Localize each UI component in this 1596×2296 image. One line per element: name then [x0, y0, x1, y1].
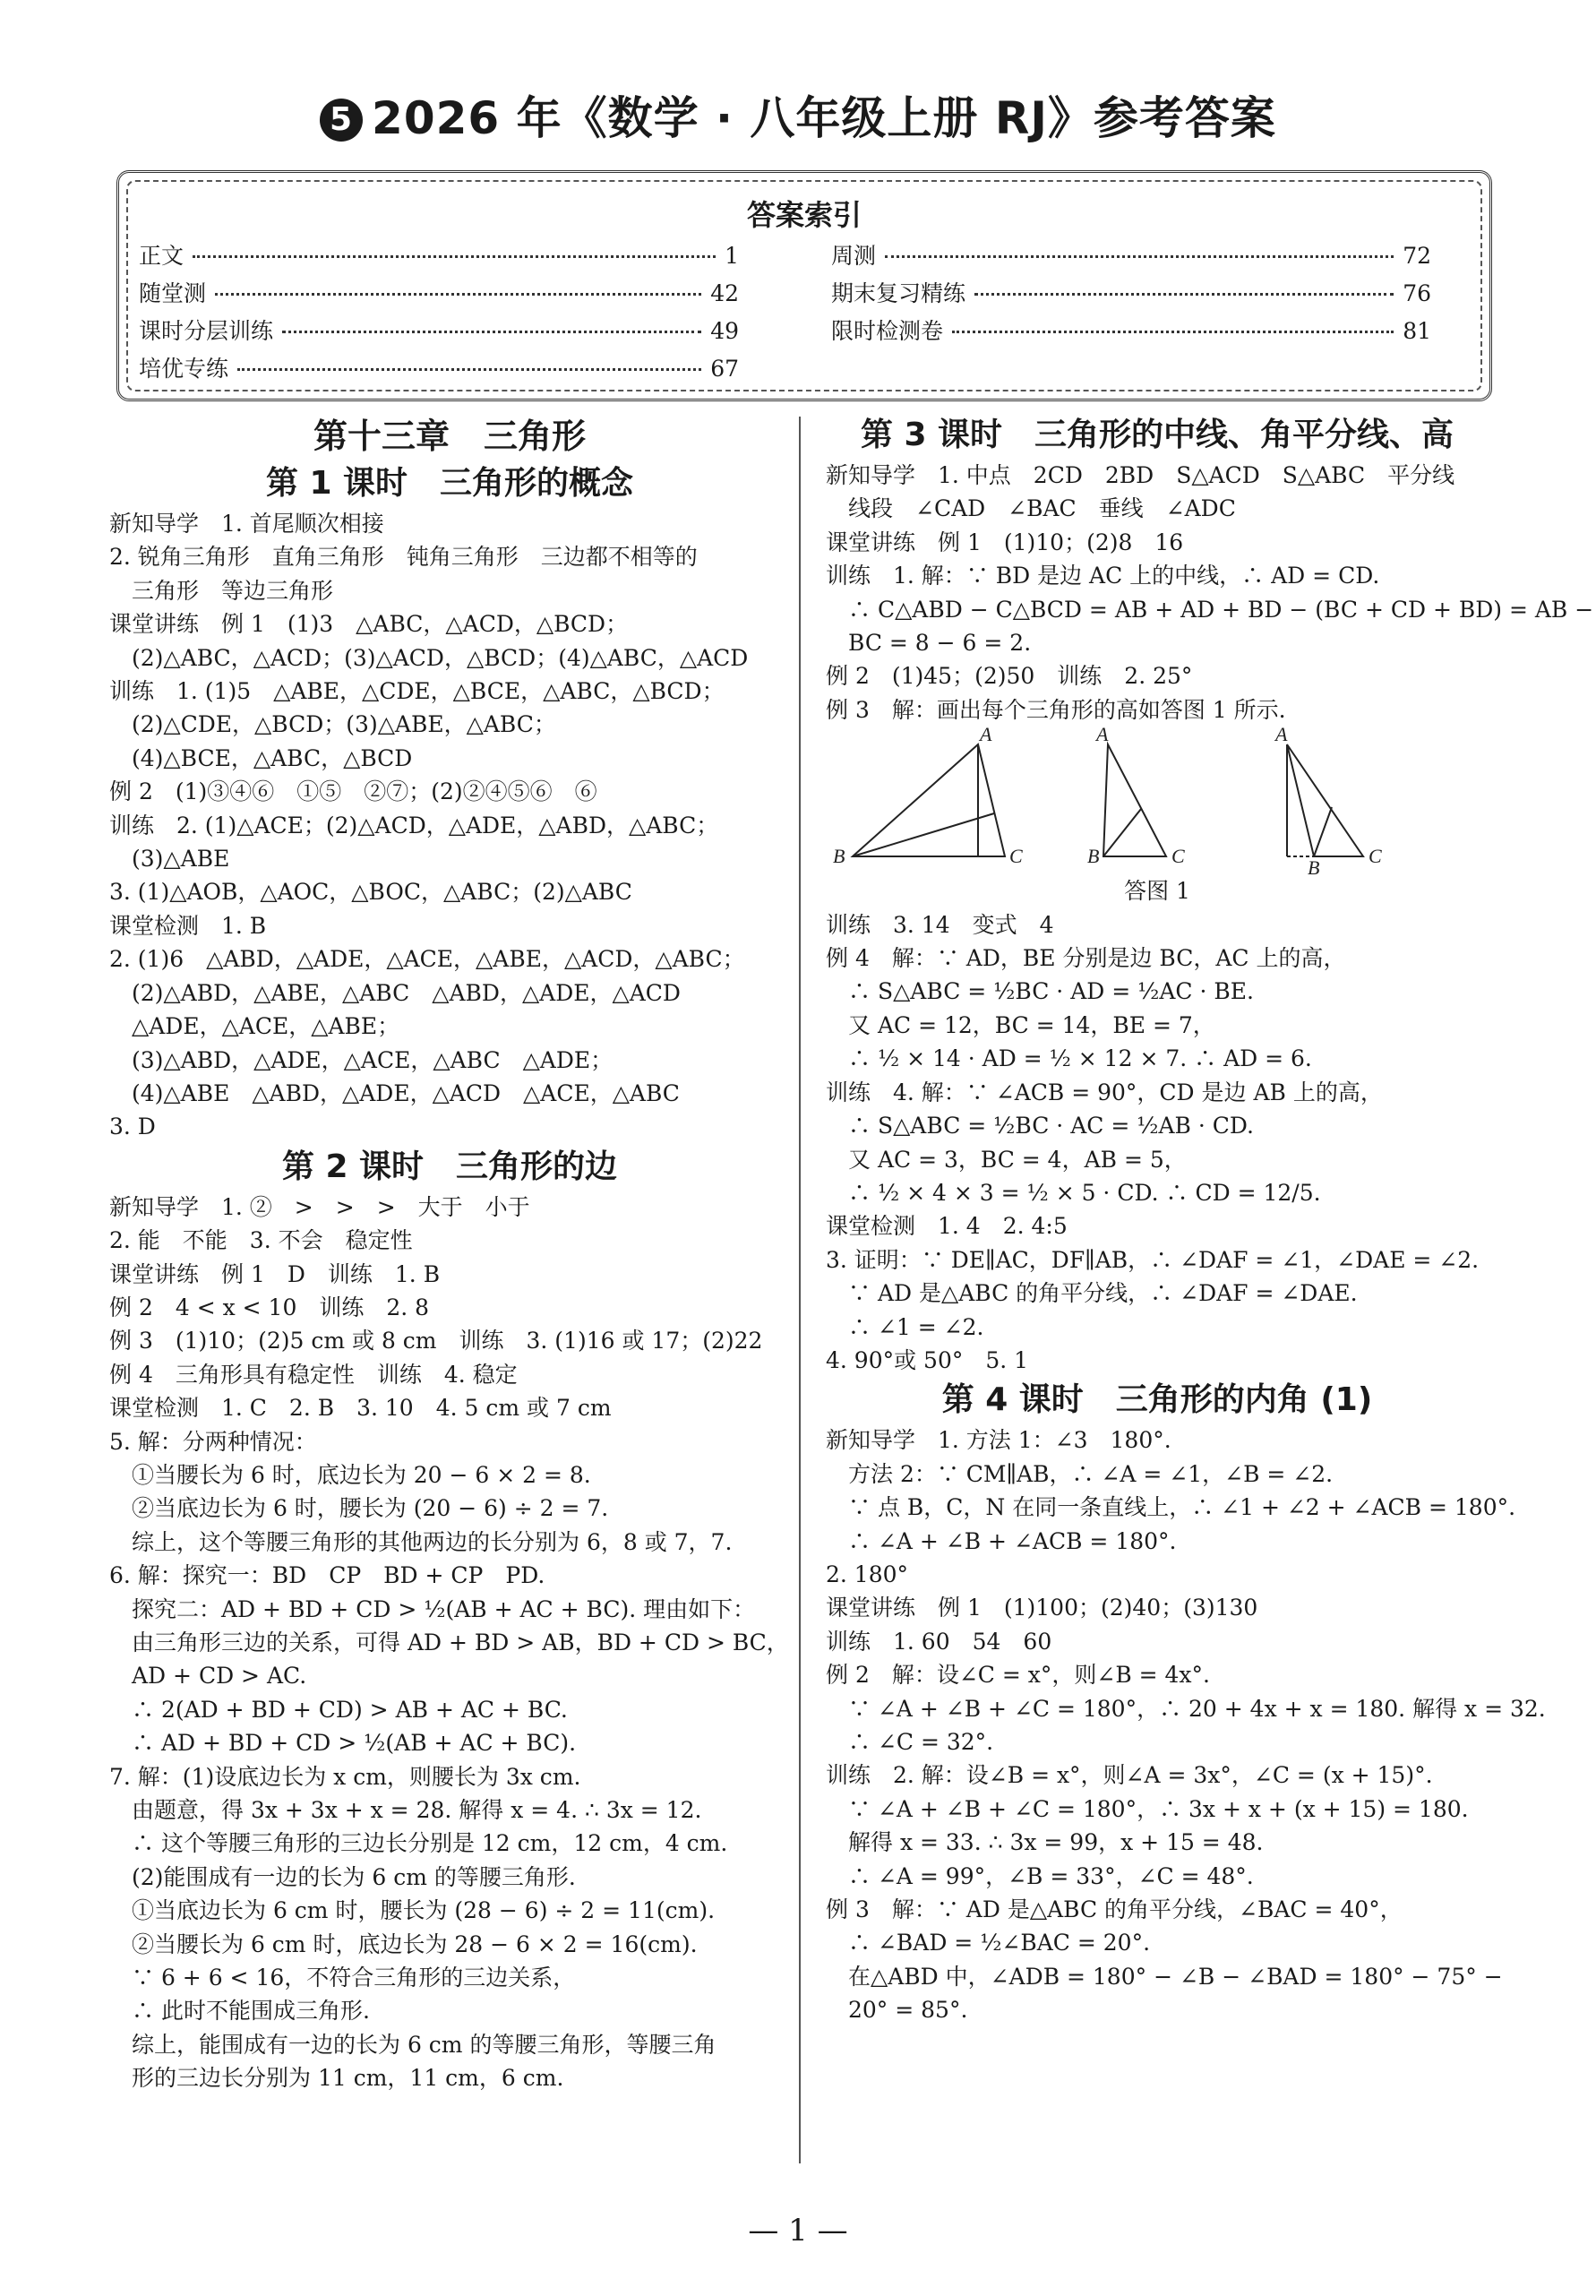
answer-line: (2)△ABD，△ABE，△ABC △ABD，△ADE，△ACD — [109, 979, 681, 1006]
label-b: B — [833, 845, 845, 868]
index-left-column — [139, 237, 739, 388]
answer-line: 例 2 (1)③④⑥ ①⑤ ②⑦；(2)②④⑤⑥ ⑥ — [109, 778, 597, 805]
answer-line: 训练 2. (1)△ACE；(2)△ACD，△ADE，△ABD，△ABC； — [109, 812, 719, 838]
answer-line: 7. 解：(1)设底边长为 x cm，则腰长为 3x cm. — [109, 1763, 581, 1790]
answer-line: ∵ 点 B，C，N 在同一条直线上，∴ ∠1 + ∠2 + ∠ACB = 180°. — [826, 1494, 1516, 1521]
answer-line: BC = 8 − 6 = 2. — [826, 630, 1032, 657]
right-column — [826, 412, 1594, 2027]
answer-line: ②当底边长为 6 时，腰长为 (20 − 6) ÷ 2 = 7. — [109, 1495, 609, 1522]
index-entry[interactable]: 随堂测 42 — [139, 280, 739, 306]
label-a: A — [1096, 727, 1109, 746]
answer-line: ∴ ½ × 14 · AD = ½ × 12 × 7. ∴ AD = 6. — [826, 1045, 1312, 1072]
lesson-3-heading: 第 3 课时 三角形的中线、角平分线、高 — [860, 417, 1454, 453]
lesson-3-answers-part-1 — [826, 459, 1594, 727]
answer-line: 3. D — [109, 1114, 156, 1140]
answer-line: 4. 90°或 50° 5. 1 — [826, 1346, 1029, 1373]
index-entry[interactable]: 课时分层训练 49 — [139, 318, 739, 344]
answer-line: 线段 ∠CAD ∠BAC 垂线 ∠ADC — [826, 495, 1236, 522]
answer-line: 课堂检测 1. 4 2. 4:5 — [826, 1213, 1068, 1240]
answer-line: ∴ ∠1 = ∠2. — [826, 1313, 984, 1340]
answer-line: 新知导学 1. ② > > > 大于 小于 — [109, 1193, 530, 1220]
answer-line: 6. 解：探究一：BD CP BD + CP PD. — [109, 1562, 545, 1589]
index-entry[interactable]: 限时检测卷 81 — [831, 318, 1431, 344]
answer-line: 课堂讲练 例 1 (1)100；(2)40；(3)130 — [826, 1595, 1258, 1621]
answer-line: 2. (1)6 △ABD，△ADE，△ACE，△ABE，△ACD，△ABC； — [109, 946, 745, 973]
answer-line: (3)△ABE — [109, 846, 230, 873]
figure-caption: 答图 1 — [1124, 878, 1190, 905]
answer-line: ∴ 这个等腰三角形的三边长分别是 12 cm，12 cm，4 cm. — [109, 1830, 728, 1857]
answer-figure-1 — [826, 727, 1489, 874]
title-text: 2026 年《数学 · 八年级上册 RJ》参考答案 — [372, 92, 1276, 144]
index-entry[interactable]: 周测 72 — [831, 243, 1431, 269]
answer-line: ②当腰长为 6 cm 时，底边长为 28 − 6 × 2 = 16(cm). — [109, 1931, 698, 1957]
answer-line: 2. 180° — [826, 1561, 909, 1587]
answer-line: 新知导学 1. 中点 2CD 2BD S△ACD S△ABC 平分线 — [826, 462, 1455, 488]
answer-line: ∴ ∠BAD = ½∠BAC = 20°. — [826, 1930, 1151, 1956]
triangle-altitude-figure — [826, 727, 1489, 874]
lesson-1-answers — [109, 507, 790, 1144]
answer-line: 综上，这个等腰三角形的其他两边的长分别为 6，8 或 7，7. — [109, 1528, 733, 1555]
answer-line: (2)△CDE，△BCD；(3)△ABE，△ABC； — [109, 711, 556, 738]
answer-line: 2. 能 不能 3. 不会 稳定性 — [109, 1227, 413, 1254]
answer-line: 例 2 (1)45；(2)50 训练 2. 25° — [826, 663, 1193, 690]
answer-line: (2)能围成有一边的长为 6 cm 的等腰三角形. — [109, 1863, 576, 1890]
answer-line: ∵ AD 是△ABC 的角平分线，∴ ∠DAF = ∠DAE. — [826, 1280, 1358, 1307]
answer-line: 形的三边长分别为 11 cm，11 cm，6 cm. — [109, 2065, 564, 2092]
answer-line: 训练 1. (1)5 △ABE，△CDE，△BCE，△ABC，△BCD； — [109, 678, 725, 705]
answer-line: 训练 2. 解：设∠B = x°，则∠A = 3x°，∠C = (x + 15)°. — [826, 1762, 1433, 1789]
answer-line: ∴ 此时不能围成三角形. — [109, 1998, 370, 2025]
answer-line: 又 AC = 3，BC = 4，AB = 5， — [826, 1146, 1187, 1173]
answer-line: 又 AC = 12，BC = 14，BE = 7， — [826, 1011, 1215, 1038]
answer-line: 5. 解：分两种情况： — [109, 1428, 317, 1455]
answer-line: ∵ 6 + 6 < 16，不符合三角形的三边关系， — [109, 1965, 576, 1991]
answer-line: 课堂讲练 例 1 D 训练 1. B — [109, 1260, 441, 1287]
index-entry[interactable]: 正文 1 — [139, 243, 739, 269]
answer-line: ①当腰长为 6 时，底边长为 20 − 6 × 2 = 8. — [109, 1461, 591, 1488]
lesson-3-answers-part-2 — [826, 908, 1489, 1378]
index-title: 答案索引 — [746, 198, 862, 232]
answer-line: ①当底边长为 6 cm 时，腰长为 (28 − 6) ÷ 2 = 11(cm). — [109, 1897, 716, 1924]
left-column — [109, 412, 790, 2095]
answer-line: 新知导学 1. 首尾顺次相接 — [109, 511, 384, 537]
answer-line: ∴ ∠A = 99°，∠B = 33°，∠C = 48°. — [826, 1862, 1254, 1889]
answer-line: (3)△ABD，△ADE，△ACE，△ABC △ADE； — [109, 1046, 614, 1073]
answer-line: 训练 3. 14 变式 4 — [826, 911, 1054, 938]
answer-line: 训练 4. 解：∵ ∠ACB = 90°，CD 是边 AB 上的高， — [826, 1079, 1383, 1105]
answer-line: (4)△ABE △ABD，△ADE，△ACD △ACE，△ABC — [109, 1079, 680, 1106]
index-right-column — [831, 237, 1431, 350]
answer-line: ∴ S△ABC = ½BC · AC = ½AB · CD. — [826, 1113, 1254, 1139]
answer-line: 课堂讲练 例 1 (1)3 △ABC，△ACD，△BCD； — [109, 611, 629, 638]
answer-line: ∵ ∠A + ∠B + ∠C = 180°，∴ 20 + 4x + x = 180. 解得 x = 32. — [826, 1695, 1546, 1722]
answer-line: 训练 1. 60 54 60 — [826, 1628, 1052, 1655]
answer-line: 3. (1)△AOB，△AOC，△BOC，△ABC；(2)△ABC — [109, 879, 632, 906]
answer-line: 2. 锐角三角形 直角三角形 钝角三角形 三边都不相等的 — [109, 544, 698, 571]
answer-line: 由题意，得 3x + 3x + x = 28. 解得 x = 4. ∴ 3x = 12. — [109, 1797, 702, 1824]
answer-line: 例 3 解：∵ AD 是△ABC 的角平分线，∠BAC = 40°， — [826, 1896, 1403, 1923]
answer-line: ∵ ∠A + ∠B + ∠C = 180°，∴ 3x + x + (x + 15) = 180. — [826, 1795, 1469, 1822]
answer-line: AD + CD > AC. — [109, 1663, 307, 1690]
answer-line: 综上，能围成有一边的长为 6 cm 的等腰三角形，等腰三角 — [109, 2031, 716, 2058]
answer-index-box — [116, 170, 1492, 401]
label-c: C — [1369, 845, 1382, 868]
answer-line: 课堂讲练 例 1 (1)10；(2)8 16 — [826, 529, 1184, 555]
answer-line: 例 2 解：设∠C = x°，则∠B = 4x°. — [826, 1662, 1210, 1689]
answer-line: 由三角形三边的关系，可得 AD + BD > AB，BD + CD > BC， — [109, 1630, 789, 1655]
volume-badge: 5 — [320, 99, 363, 142]
answer-line: 20° = 85°. — [826, 1997, 968, 2024]
answer-line: 例 4 三角形具有稳定性 训练 4. 稳定 — [109, 1361, 518, 1388]
column-divider — [799, 417, 801, 2163]
answer-line: (4)△BCE，△ABC，△BCD — [109, 744, 413, 771]
answer-line: (2)△ABC，△ACD；(3)△ACD，△BCD；(4)△ABC，△ACD — [109, 644, 749, 671]
answer-line: 课堂检测 1. C 2. B 3. 10 4. 5 cm 或 7 cm — [109, 1395, 612, 1422]
label-c: C — [1171, 845, 1185, 868]
answer-line: 三角形 等边三角形 — [109, 577, 334, 604]
answer-line: ∴ 2(AD + BD + CD) > AB + AC + BC. — [109, 1696, 568, 1723]
answer-line: 解得 x = 33. ∴ 3x = 99，x + 15 = 48. — [826, 1829, 1264, 1856]
answer-line: 训练 1. 解：∵ BD 是边 AC 上的中线，∴ AD = CD. — [826, 563, 1380, 589]
index-entry[interactable]: 期末复习精练 76 — [831, 280, 1431, 306]
answer-line: 在△ABD 中，∠ADB = 180° − ∠B − ∠BAD = 180° − 75° − — [826, 1963, 1503, 1990]
index-entry[interactable]: 培优专练 67 — [139, 356, 739, 382]
answer-line: 例 2 4 < x < 10 训练 2. 8 — [109, 1294, 430, 1320]
answer-line: 探究二：AD + BD + CD > ½(AB + AC + BC). 理由如下： — [109, 1595, 756, 1622]
answer-line: ∴ ∠C = 32°. — [826, 1729, 994, 1755]
label-b: B — [1087, 845, 1100, 868]
lesson-1-heading: 第 1 课时 三角形的概念 — [265, 465, 634, 502]
lesson-4-heading: 第 4 课时 三角形的内角 (1) — [941, 1381, 1373, 1419]
label-c: C — [1009, 845, 1023, 868]
page-number: — 1 — — [748, 2213, 848, 2249]
lesson-2-answers — [109, 1191, 790, 2095]
answer-line: 3. 证明：∵ DE∥AC，DF∥AB，∴ ∠DAF = ∠1，∠DAE = ∠2. — [826, 1246, 1480, 1273]
answer-line: 例 3 (1)10；(2)5 cm 或 8 cm 训练 3. (1)16 或 17；(2)22 — [109, 1328, 763, 1354]
label-a: A — [980, 727, 992, 746]
lesson-4-answers — [826, 1423, 1546, 2026]
label-b: B — [1308, 856, 1320, 875]
answer-line: 方法 2：∵ CM∥AB，∴ ∠A = ∠1，∠B = ∠2. — [826, 1460, 1334, 1487]
answer-line: ∴ ∠A + ∠B + ∠ACB = 180°. — [826, 1527, 1177, 1554]
answer-line: 例 3 解：画出每个三角形的高如答图 1 所示. — [826, 696, 1286, 723]
answer-line: △ADE，△ACE，△ABE； — [109, 1013, 400, 1040]
lesson-2-heading: 第 2 课时 三角形的边 — [281, 1148, 618, 1185]
answer-line: ∴ AD + BD + CD > ½(AB + AC + BC). — [109, 1730, 577, 1757]
chapter-heading: 第十三章 三角形 — [313, 417, 586, 456]
page-title — [0, 82, 1596, 147]
answer-line: ∴ S△ABC = ½BC · AD = ½AC · BE. — [826, 978, 1254, 1005]
label-a: A — [1275, 727, 1288, 746]
answer-line: ∴ ½ × 4 × 3 = ½ × 5 · CD. ∴ CD = 12/5. — [826, 1179, 1321, 1206]
answer-line: 例 4 解：∵ AD，BE 分别是边 BC，AC 上的高， — [826, 945, 1346, 972]
answer-line: 课堂检测 1. B — [109, 912, 267, 939]
answer-line: 新知导学 1. 方法 1：∠3 180°. — [826, 1427, 1171, 1454]
answer-line: ∴ C△ABD − C△BCD = AB + AD + BD − (BC + CD + BD) = AB − — [826, 596, 1594, 623]
